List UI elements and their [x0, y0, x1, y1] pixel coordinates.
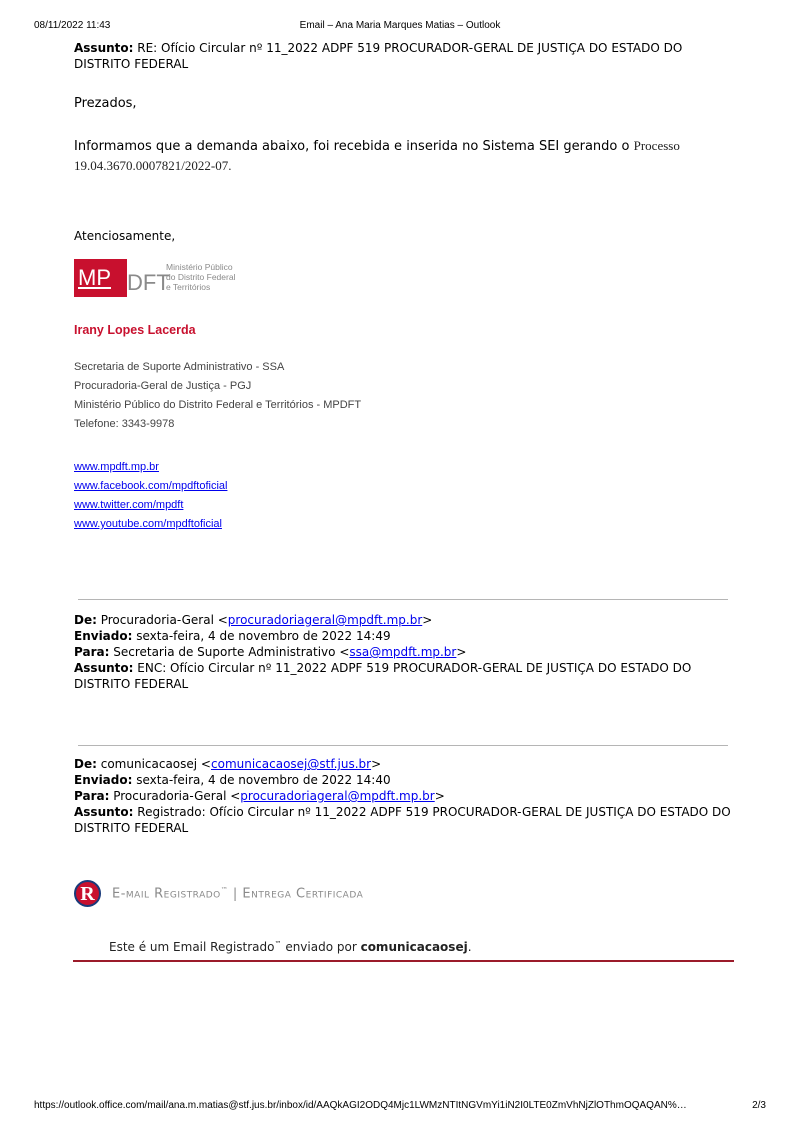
to-email-link[interactable]: ssa@mpdft.mp.br — [349, 645, 457, 659]
logo-description — [166, 262, 235, 292]
divider — [78, 745, 728, 746]
to-name: Procuradoria-Geral < — [113, 789, 241, 803]
logo-mp-text: MP — [78, 265, 111, 290]
banner-left: E-mail Registrado — [112, 886, 221, 902]
link-facebook[interactable]: www.facebook.com/mpdftoficial — [74, 480, 228, 492]
from-close: > — [422, 613, 433, 627]
logo-desc-line: do Distrito Federal — [166, 272, 236, 282]
to-name: Secretaria de Suporte Administrativo < — [113, 645, 350, 659]
print-title: Email – Ana Maria Marques Matias – Outlook — [299, 20, 501, 31]
signature-name: Irany Lopes Lacerda — [74, 323, 196, 337]
forward-sent — [74, 628, 734, 644]
forward-to — [74, 644, 734, 660]
link-twitter[interactable]: www.twitter.com/mpdft — [74, 499, 184, 511]
to-label: Para: — [74, 789, 110, 803]
note-prefix: Este é um Email Registrado — [109, 940, 275, 954]
forward-subject — [74, 804, 734, 836]
sent-label: Enviado: — [74, 773, 133, 787]
registered-banner-text — [112, 886, 363, 901]
from-email-link[interactable]: procuradoriageral@mpdft.mp.br — [227, 613, 423, 627]
from-close: > — [371, 757, 382, 771]
signature-details — [74, 358, 361, 434]
divider — [78, 599, 728, 600]
logo-desc-line: e Territórios — [166, 282, 211, 292]
from-name: Procuradoria-Geral < — [100, 613, 228, 627]
forward-header-2 — [74, 756, 734, 836]
forward-header-1 — [74, 612, 734, 692]
print-page-number: 2/3 — [752, 1100, 766, 1111]
body-main: Informamos que a demanda abaixo, foi recebida e inserida no Sistema SEI gerando o — [74, 139, 634, 154]
link-website[interactable]: www.mpdft.mp.br — [74, 461, 159, 473]
forward-from — [74, 756, 734, 772]
sent-value: sexta-feira, 4 de novembro de 2022 14:40 — [136, 773, 391, 787]
subject-value: ENC: Ofício Circular nº 11_2022 ADPF 519 PROCURADOR-GERAL DE JUSTIÇA DO ESTADO DO DISTRITO FEDERAL — [74, 661, 692, 691]
to-email-link[interactable]: procuradoriageral@mpdft.mp.br — [240, 789, 435, 803]
signature-line: Ministério Público do Distrito Federal e Territórios - MPDFT — [74, 399, 362, 411]
banner-right: Entrega Certificada — [242, 886, 364, 902]
subject-value: RE: Ofício Circular nº 11_2022 ADPF 519 PROCURADOR-GERAL DE JUSTIÇA DO ESTADO DO DISTRITO FEDERAL — [74, 41, 683, 71]
subject-value: Registrado: Ofício Circular nº 11_2022 ADPF 519 PROCURADOR-GERAL DE JUSTIÇA DO ESTADO DO DISTRITO FEDERAL — [74, 805, 731, 835]
subject-label: Assunto: — [74, 41, 134, 55]
signature-line: Secretaria de Suporte Administrativo - SSA — [74, 361, 285, 373]
forward-subject — [74, 660, 734, 692]
registered-email-note — [109, 940, 472, 954]
from-name: comunicacaosej < — [100, 757, 211, 771]
signature-line: Telefone: 3343-9978 — [74, 418, 175, 430]
print-datetime: 08/11/2022 11:43 — [34, 20, 111, 31]
print-footer — [34, 1100, 766, 1114]
note-mid: enviado por — [281, 940, 361, 954]
to-close: > — [434, 789, 445, 803]
forward-from — [74, 612, 734, 628]
to-close: > — [456, 645, 467, 659]
forward-to — [74, 788, 734, 804]
sent-value: sexta-feira, 4 de novembro de 2022 14:49 — [136, 629, 391, 643]
signature-links — [74, 458, 227, 534]
note-sender: comunicacaosej — [360, 940, 468, 954]
print-header — [34, 20, 766, 34]
signature-line: Procuradoria-Geral de Justiça - PGJ — [74, 380, 252, 392]
from-label: De: — [74, 757, 97, 771]
subject-label: Assunto: — [74, 661, 134, 675]
registered-email-rule — [73, 960, 734, 962]
to-label: Para: — [74, 645, 110, 659]
registered-r-icon: R — [74, 880, 101, 907]
message-body — [74, 136, 734, 176]
note-tm: ™ — [274, 940, 282, 948]
from-label: De: — [74, 613, 97, 627]
message-closing: Atenciosamente, — [74, 229, 176, 243]
forward-sent — [74, 772, 734, 788]
message-greeting: Prezados, — [74, 96, 137, 111]
link-youtube[interactable]: www.youtube.com/mpdftoficial — [74, 518, 222, 530]
logo-desc-line: Ministério Público — [166, 262, 233, 272]
sent-label: Enviado: — [74, 629, 133, 643]
from-email-link[interactable]: comunicacaosej@stf.jus.br — [211, 757, 372, 771]
banner-tm: ™ — [220, 886, 229, 894]
note-end: . — [467, 940, 472, 954]
registered-email-banner — [74, 880, 574, 908]
banner-sep: | — [228, 886, 243, 902]
message-subject — [74, 40, 734, 72]
body-process: Processo 19.04.3670.0007821/2022-07. — [74, 138, 680, 173]
logo-dft-text: DFT — [127, 270, 170, 295]
logo-mp-box — [74, 259, 127, 297]
subject-label: Assunto: — [74, 805, 134, 819]
print-url: https://outlook.office.com/mail/ana.m.matias@stf.jus.br/inbox/id/AAQkAGI2ODQ4Mjc1LWMzNTItNGVmYi1iN2I0LTE0ZmVhNjZlOThmOQAQAN%… — [34, 1100, 687, 1111]
mpdft-logo — [74, 259, 254, 299]
